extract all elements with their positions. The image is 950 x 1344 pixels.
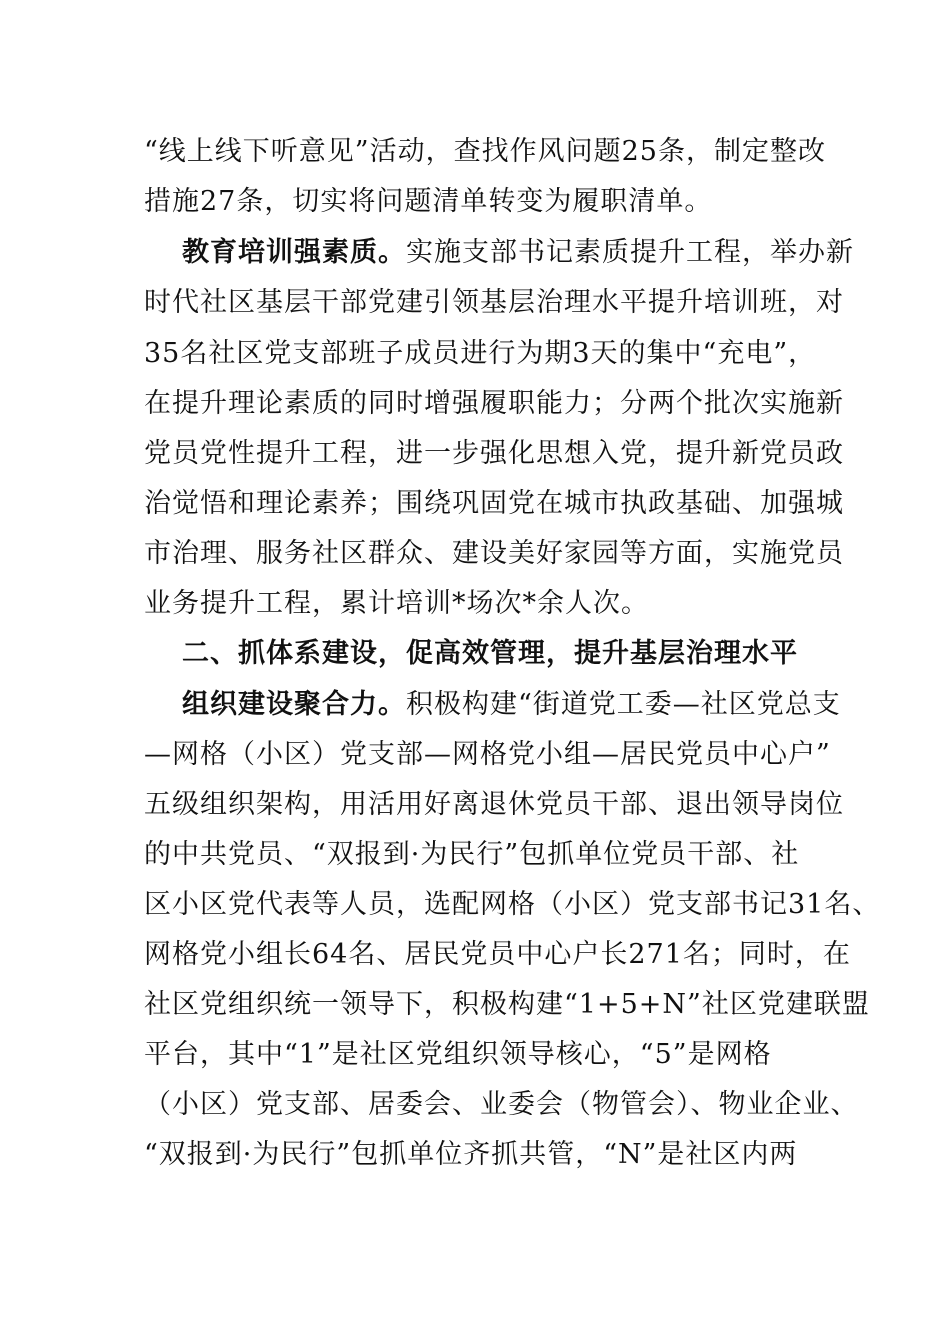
para2-line2: 时代社区基层干部党建引领基层治理水平提升培训班，对 [144,287,844,318]
para3-line6: 网格党小组长64名、居民党员中心户长271名；同时，在 [144,939,851,970]
para2-line1 [182,236,854,270]
para2-line1-text: 实施支部书记素质提升工程，举办新 [406,237,854,268]
para3-line4: 的中共党员、“双报到·为民行”包抓单位党员干部、社 [144,839,800,870]
para3-line3: 五级组织架构，用活用好离退休党员干部、退出领导岗位 [144,789,844,820]
para3-line9: （小区）党支部、居委会、业委会（物管会）、物业企业、 [144,1089,859,1120]
para2-heading: 教育培训强素质。 [182,237,406,268]
para2-line8: 业务提升工程，累计培训*场次*余人次。 [144,588,649,619]
para2-line3: 35名社区党支部班子成员进行为期3天的集中“充电”， [144,338,817,369]
para3-line7: 社区党组织统一领导下，积极构建“1+5+N”社区党建联盟 [144,989,870,1020]
section2-title: 二、抓体系建设，促高效管理，提升基层治理水平 [182,638,798,669]
para2-line7: 市治理、服务社区群众、建设美好家园等方面，实施党员 [144,538,844,569]
para1-line2: 措施27条，切实将问题清单转变为履职清单。 [144,186,713,217]
para2-line6: 治觉悟和理论素养；围绕巩固党在城市执政基础、加强城 [144,488,844,519]
para3-line5: 区小区党代表等人员，选配网格（小区）党支部书记31名、 [144,889,881,920]
para3-line10: “双报到·为民行”包抓单位齐抓共管，“N”是社区内两 [144,1139,798,1170]
para3-line1 [182,688,841,722]
para3-line8: 平台，其中“1”是社区党组织领导核心，“5”是网格 [144,1039,772,1070]
para2-line5: 党员党性提升工程，进一步强化思想入党，提升新党员政 [144,438,844,469]
para3-line1-text: 积极构建“街道党工委—社区党总支 [406,689,841,720]
para3-heading: 组织建设聚合力。 [182,689,406,720]
para2-line4: 在提升理论素质的同时增强履职能力；分两个批次实施新 [144,388,844,419]
para1-line1: “线上线下听意见”活动，查找作风问题25条，制定整改 [144,136,826,167]
para3-line2: —网格（小区）党支部—网格党小组—居民党员中心户” [144,739,831,770]
